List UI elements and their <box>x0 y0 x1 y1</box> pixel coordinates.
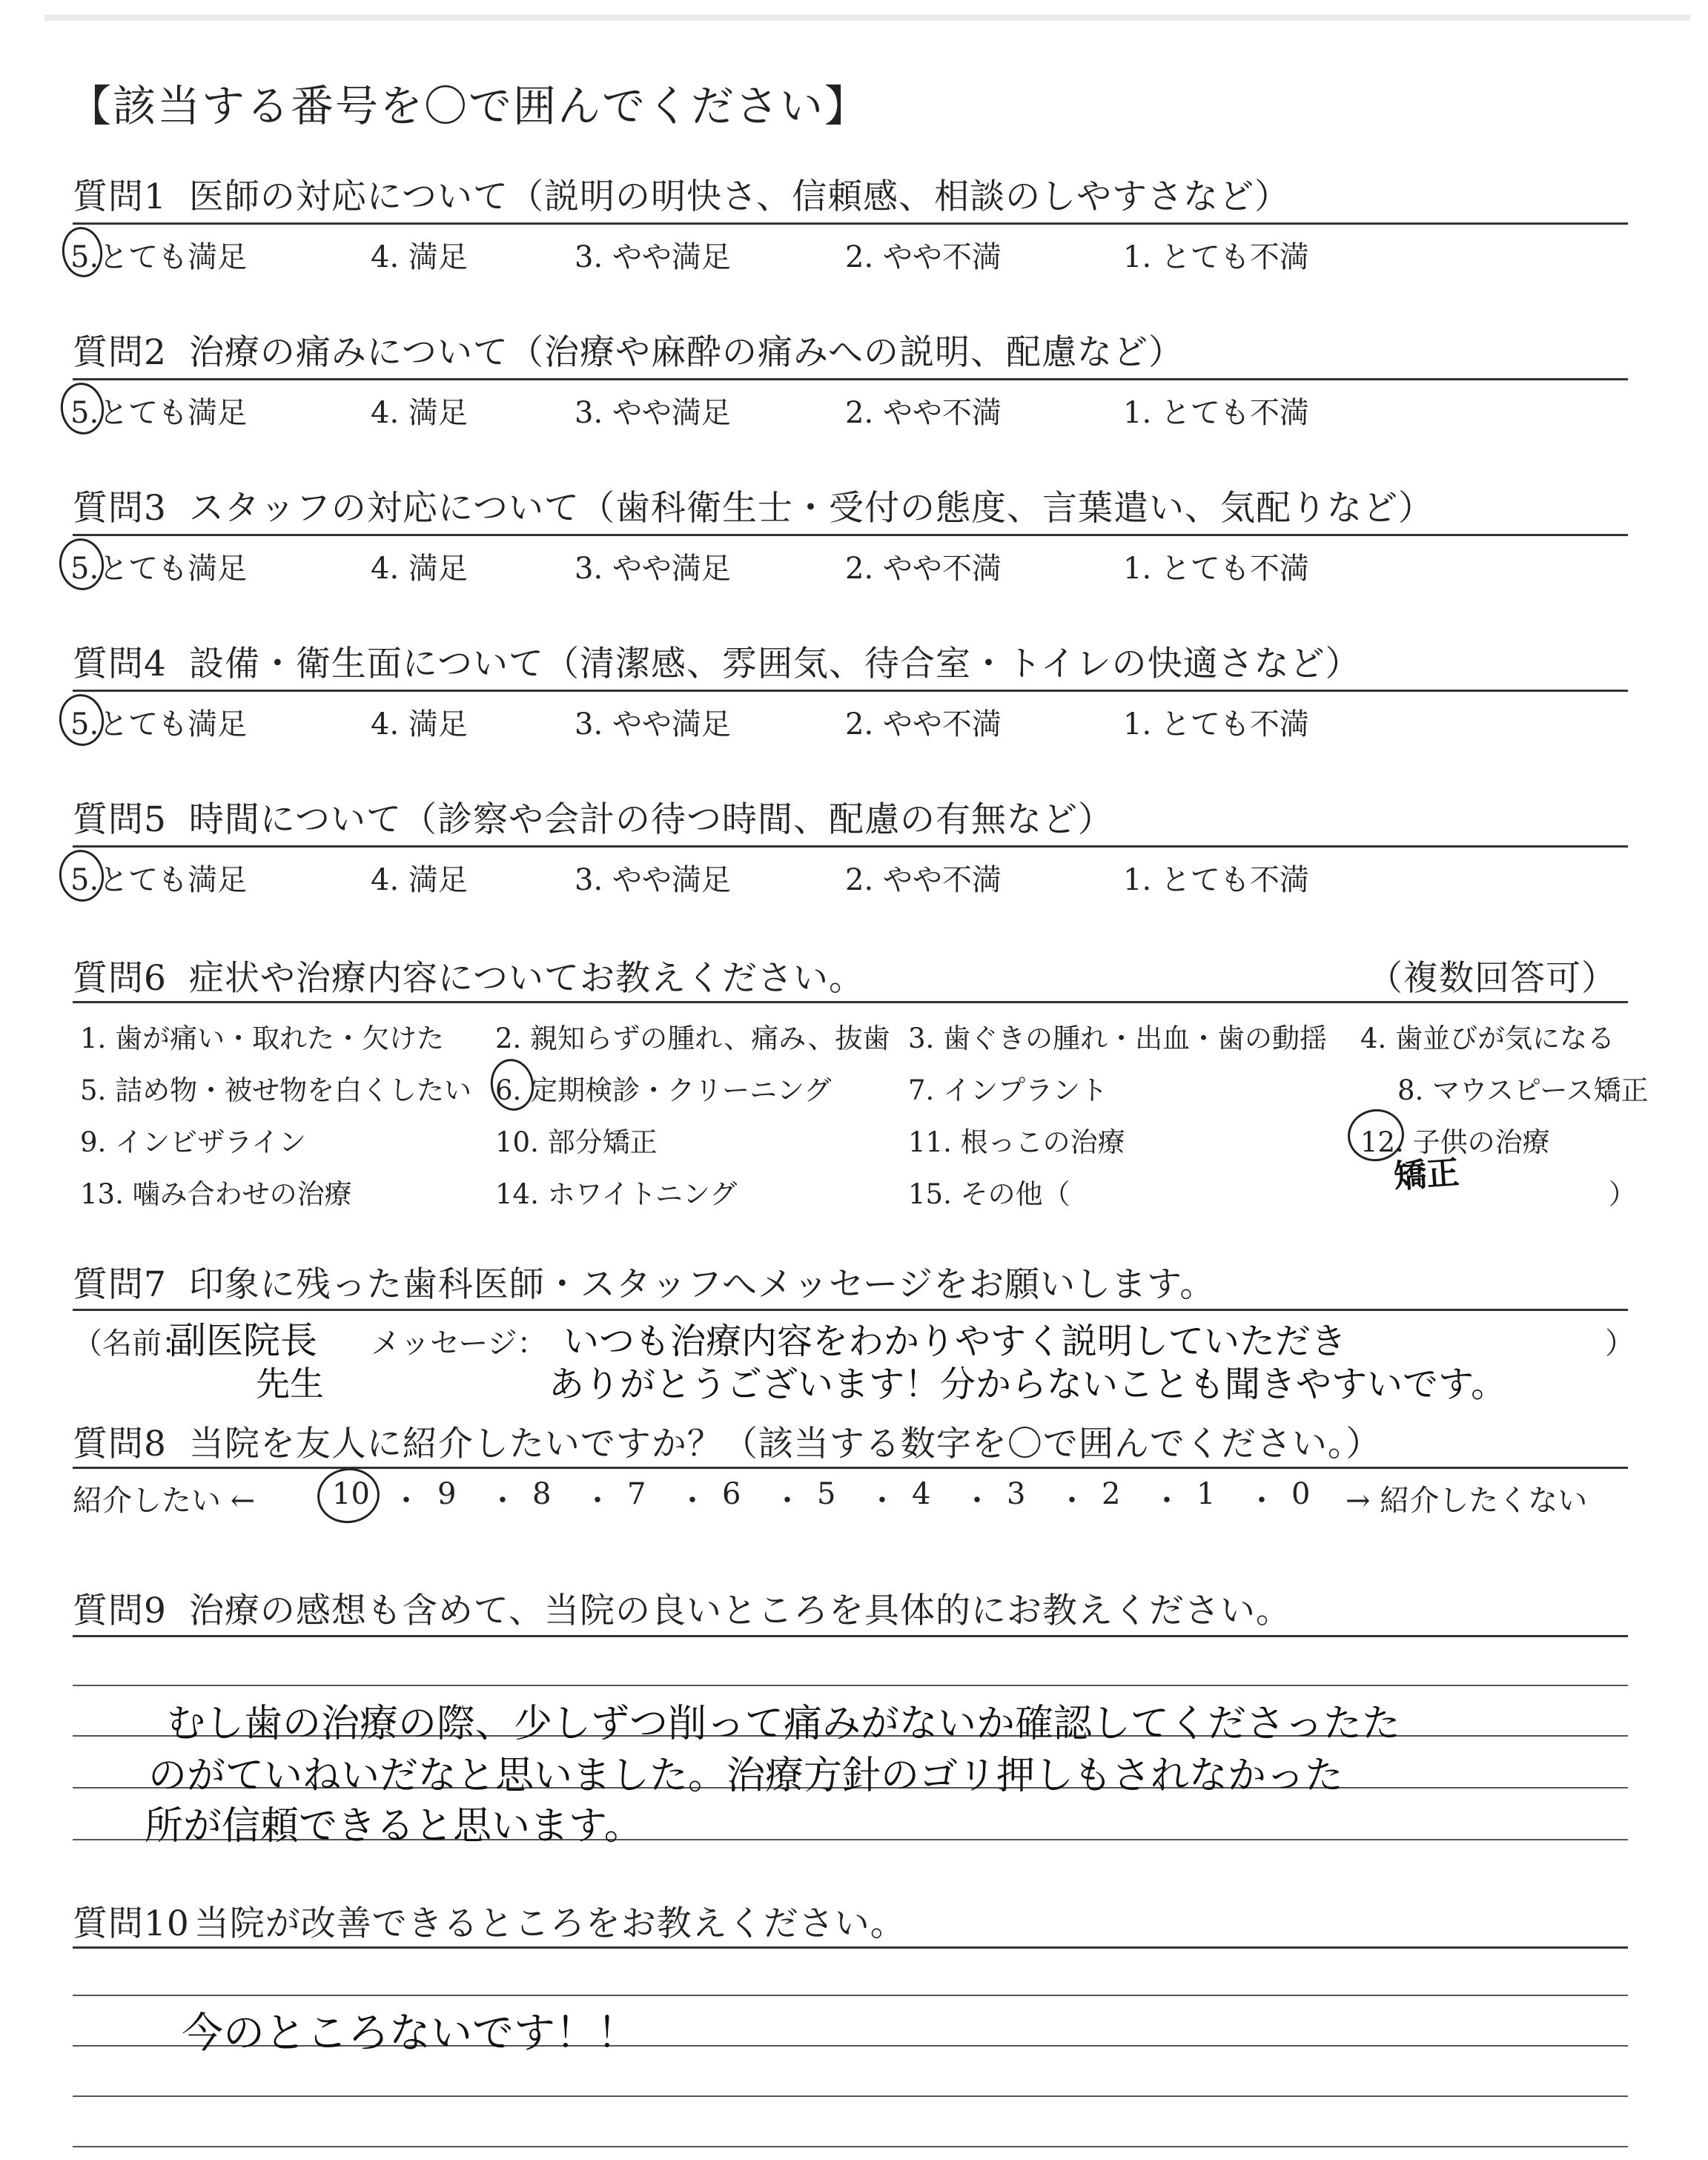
divider <box>73 534 1628 536</box>
question-3 <box>73 480 1434 530</box>
question-number: 質問2 <box>73 332 167 373</box>
choice-11[interactable]: 11. 根っこの治療 <box>908 1126 1125 1158</box>
option-4[interactable]: 4. 満足 <box>371 240 468 274</box>
choice-9[interactable]: 9. インビザライン <box>80 1126 306 1158</box>
question-1 <box>73 169 1290 219</box>
scale-10[interactable]: 10 <box>332 1477 370 1511</box>
question-number: 質問9 <box>73 1591 167 1631</box>
close-paren: ） <box>1605 1327 1635 1361</box>
handwritten-answer-line-3: 所が信頼できると思います。 <box>145 1804 643 1849</box>
scale-3[interactable]: 3 <box>1007 1477 1026 1511</box>
scale-6[interactable]: 6 <box>722 1477 741 1511</box>
question-text: 設備・衛生面について（清潔感、雰囲気、待合室・トイレの快適さなど） <box>188 644 1361 684</box>
option-2[interactable]: 2. やや不満 <box>845 863 1002 897</box>
question-number: 質問8 <box>73 1424 167 1464</box>
question-number: 質問1 <box>73 176 167 217</box>
choice-3[interactable]: 3. 歯ぐきの腫れ・出血・歯の動揺 <box>908 1023 1328 1054</box>
question-number: 質問10 <box>73 1903 190 1944</box>
option-4[interactable]: 4. 満足 <box>371 552 468 586</box>
choice-14[interactable]: 14. ホワイトニング <box>495 1178 738 1210</box>
question-2 <box>73 325 1184 374</box>
choice-10[interactable]: 10. 部分矯正 <box>495 1126 658 1158</box>
scale-dot: ・ <box>867 1484 897 1518</box>
choice-15[interactable]: 15. その他（ <box>908 1178 1070 1210</box>
scale-2[interactable]: 2 <box>1102 1477 1121 1511</box>
option-4[interactable]: 4. 満足 <box>371 707 468 742</box>
handwritten-name: 副医院長 <box>169 1319 317 1362</box>
option-5[interactable]: 5.とても満足 <box>70 863 248 897</box>
scale-4[interactable]: 4 <box>912 1477 931 1511</box>
option-1[interactable]: 1. とても不満 <box>1123 396 1309 430</box>
divider <box>73 1946 1628 1949</box>
message-label: メッセージ： <box>371 1327 547 1361</box>
handwritten-circle <box>314 1464 383 1527</box>
question-text: 治療の痛みについて（治療や麻酔の痛みへの説明、配慮など） <box>188 332 1185 373</box>
handwritten-name-suffix: 先生 <box>256 1364 324 1404</box>
scale-dot: ・ <box>772 1484 802 1518</box>
option-3[interactable]: 3. やや満足 <box>575 707 731 742</box>
scale-dot: ・ <box>583 1484 612 1518</box>
scale-7[interactable]: 7 <box>627 1477 646 1511</box>
question-10 <box>73 1896 906 1946</box>
option-2[interactable]: 2. やや不満 <box>845 240 1002 274</box>
writing-line <box>73 1995 1628 1996</box>
scale-dot: ・ <box>391 1484 421 1518</box>
question-5 <box>73 792 1113 842</box>
scale-dot: ・ <box>1152 1484 1182 1518</box>
handwritten-message-line-2: ありがとうございます！分からないことも聞きやすいです。 <box>549 1364 1507 1405</box>
writing-line <box>73 2095 1628 2097</box>
choice-1[interactable]: 1. 歯が痛い・取れた・欠けた <box>80 1023 445 1054</box>
question-number: 質問6 <box>73 958 167 999</box>
option-2[interactable]: 2. やや不満 <box>845 396 1002 430</box>
scale-1[interactable]: 1 <box>1196 1477 1216 1511</box>
writing-line <box>73 2146 1628 2147</box>
option-4[interactable]: 4. 満足 <box>371 396 468 430</box>
multiple-answers-note: （複数回答可） <box>1368 958 1617 999</box>
option-2[interactable]: 2. やや不満 <box>845 552 1002 586</box>
handwritten-message-line-1: いつも治療内容をわかりやすく説明していただき <box>563 1321 1347 1362</box>
writing-line <box>73 1685 1628 1686</box>
scale-left-label: 紹介したい ← <box>73 1484 256 1518</box>
option-5[interactable]: 5.とても満足 <box>70 552 248 586</box>
option-1[interactable]: 1. とても不満 <box>1123 863 1309 897</box>
scale-dot: ・ <box>1247 1484 1277 1518</box>
scale-dot: ・ <box>678 1484 707 1518</box>
option-3[interactable]: 3. やや満足 <box>575 863 731 897</box>
question-text: 当院が改善できるところをお教えください。 <box>193 1903 906 1944</box>
option-2[interactable]: 2. やや不満 <box>845 707 1002 742</box>
scale-0[interactable]: 0 <box>1291 1477 1311 1511</box>
question-number: 質問7 <box>73 1264 167 1305</box>
question-text: 印象に残った歯科医師・スタッフへメッセージをお願いします。 <box>188 1264 1216 1305</box>
choice-8[interactable]: 8. マウスピース矯正 <box>1397 1074 1649 1106</box>
divider <box>73 845 1628 848</box>
divider <box>73 222 1628 225</box>
choice-15-close: ） <box>1609 1178 1636 1210</box>
question-text: 医師の対応について（説明の明快さ、信頼感、相談のしやすさなど） <box>188 176 1291 217</box>
question-text: スタッフの対応について（歯科衛生士・受付の態度、言葉遣い、気配りなど） <box>188 488 1434 529</box>
choice-5[interactable]: 5. 詰め物・被せ物を白くしたい <box>80 1074 472 1106</box>
scale-5[interactable]: 5 <box>817 1477 836 1511</box>
question-4 <box>73 636 1361 686</box>
choice-12[interactable]: 12. 子供の治療 <box>1360 1126 1550 1158</box>
question-8 <box>73 1416 1381 1466</box>
option-5[interactable]: 5.とても満足 <box>70 396 248 430</box>
question-6 <box>73 951 864 1000</box>
question-number: 質問4 <box>73 644 167 684</box>
question-text: 症状や治療内容についてお教えください。 <box>188 958 864 999</box>
scale-8[interactable]: 8 <box>532 1477 552 1511</box>
form-heading: 【該当する番号を〇で囲んでください】 <box>68 81 870 131</box>
handwritten-note: 矯正 <box>1392 1153 1460 1196</box>
divider <box>73 1467 1628 1469</box>
choice-6[interactable]: 6. 定期検診・クリーニング <box>495 1074 832 1106</box>
question-7 <box>73 1257 1215 1307</box>
option-3[interactable]: 3. やや満足 <box>575 552 731 586</box>
handwritten-answer-line-2: のがていねいだなと思いました。治療方針のゴリ押しもされなかった <box>148 1754 1344 1798</box>
name-label: （名前： <box>73 1327 191 1361</box>
question-text: 時間について（診察や会計の待つ時間、配慮の有無など） <box>188 799 1113 840</box>
choice-7[interactable]: 7. インプラント <box>908 1074 1108 1106</box>
scale-right-label: → 紹介したくない <box>1345 1484 1588 1518</box>
handwritten-answer-line-1: 今のところないです！！ <box>182 2009 638 2058</box>
divider <box>73 690 1628 692</box>
option-3[interactable]: 3. やや満足 <box>575 396 731 430</box>
divider <box>73 1001 1628 1003</box>
question-number: 質問3 <box>73 488 167 529</box>
option-1[interactable]: 1. とても不満 <box>1123 552 1309 586</box>
scale-9[interactable]: 9 <box>437 1477 457 1511</box>
question-number: 質問5 <box>73 799 167 840</box>
option-3[interactable]: 3. やや満足 <box>575 240 731 274</box>
divider <box>73 1635 1628 1637</box>
option-1[interactable]: 1. とても不満 <box>1123 240 1309 274</box>
choice-4[interactable]: 4. 歯並びが気になる <box>1360 1023 1615 1054</box>
question-text: 治療の感想も含めて、当院の良いところを具体的にお教えください。 <box>188 1591 1291 1631</box>
scale-dot: ・ <box>962 1484 992 1518</box>
handwritten-answer-line-1: むし歯の治療の際、少しずつ削って痛みがないか確認してくださったた <box>167 1702 1401 1746</box>
option-1[interactable]: 1. とても不満 <box>1123 707 1309 742</box>
question-text: 当院を友人に紹介したいですか？（該当する数字を〇で囲んでください。） <box>188 1424 1382 1464</box>
option-5[interactable]: 5.とても満足 <box>70 707 248 742</box>
option-4[interactable]: 4. 満足 <box>371 863 468 897</box>
scale-dot: ・ <box>488 1484 517 1518</box>
question-9 <box>73 1583 1291 1633</box>
choice-2[interactable]: 2. 親知らずの腫れ、痛み、抜歯 <box>495 1023 890 1054</box>
option-5[interactable]: 5.とても満足 <box>70 240 248 274</box>
divider <box>73 378 1628 380</box>
scan-top-edge <box>44 15 1690 21</box>
scale-dot: ・ <box>1057 1484 1087 1518</box>
choice-13[interactable]: 13. 噛み合わせの治療 <box>80 1178 352 1210</box>
